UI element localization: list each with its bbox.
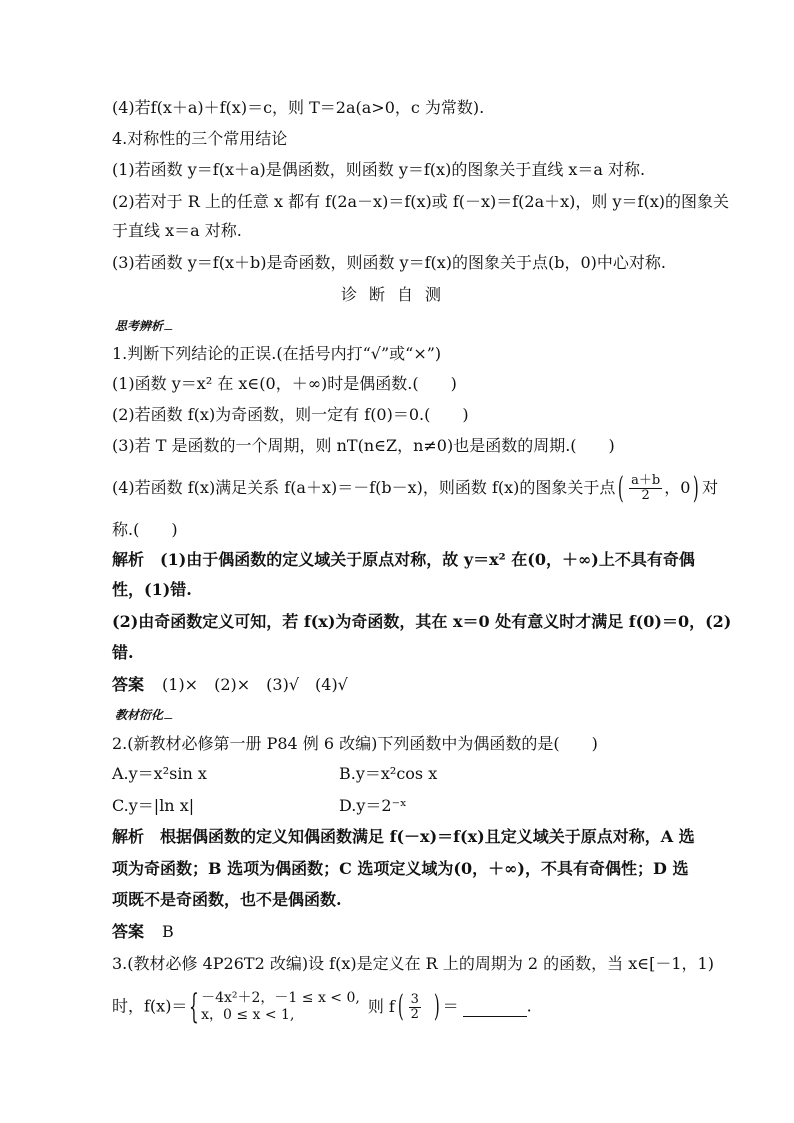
case-2: x，0 ≤ x < 1, bbox=[201, 1007, 295, 1023]
question-1-item-2: (2)若函数 f(x)为奇函数，则一定有 f(0)＝0.( ) bbox=[112, 405, 469, 424]
section-tag-textbook: 教材衍化 bbox=[115, 707, 175, 723]
item-4-tail: 对 bbox=[702, 478, 719, 497]
option-a: A.y＝x²sin x bbox=[112, 764, 207, 783]
option-b: B.y＝x²cos x bbox=[339, 764, 438, 783]
answer-1 bbox=[112, 674, 348, 696]
text-line: 4.对称性的三个常用结论 bbox=[112, 129, 288, 148]
text-line: (2)若对于 R 上的任意 x 都有 f(2a－x)＝f(x)或 f(－x)＝f(2a＋x)，则 y＝f(x)的图象关 bbox=[112, 192, 729, 211]
text-line: (3)若函数 y＝f(x＋b)是奇函数，则函数 y＝f(x)的图象关于点(b，0)中心对称. bbox=[112, 253, 667, 272]
right-paren: ) bbox=[693, 470, 700, 506]
analysis-line: 项既不是奇函数，也不是偶函数. bbox=[112, 890, 342, 909]
question-1-item-3: (3)若 T 是函数的一个周期，则 nT(n∈Z，n≠0)也是函数的周期.( ) bbox=[112, 436, 615, 455]
item-4-text: (4)若函数 f(x)满足关系 f(a＋x)＝－f(b－x)，则函数 f(x)的图象关于点 bbox=[112, 478, 616, 497]
fraction-numerator: a＋b bbox=[631, 473, 661, 488]
analysis-line: 错. bbox=[112, 643, 134, 662]
left-brace: { bbox=[189, 987, 200, 1027]
equals-sign: ＝ bbox=[442, 996, 459, 1016]
text-line: (1)若函数 y＝f(x＋a)是偶函数，则函数 y＝f(x)的图象关于直线 x＝a 对称. bbox=[112, 160, 646, 179]
analysis-line: 解析 根据偶函数的定义知偶函数满足 f(－x)＝f(x)且定义域关于原点对称，A 选 bbox=[112, 827, 695, 846]
section-tag-thinking: 思考辨析 bbox=[115, 318, 175, 334]
question-3-piecewise: 时，f(x)＝{ －4x²＋2，－1 ≤ x < 0, x，0 ≤ x < 1, 则 f( $\frac{3}{2}$ ) ＝ . bbox=[112, 987, 532, 1027]
fraction-denominator: 2 bbox=[641, 488, 650, 503]
right-paren: ) bbox=[433, 989, 440, 1024]
question-1-item-1: (1)函数 y＝x² 在 x∈(0，＋∞)时是偶函数.( ) bbox=[112, 374, 457, 393]
answer-label: 答案 bbox=[112, 922, 145, 941]
fraction bbox=[629, 474, 662, 503]
analysis-line: (2)由奇函数定义可知，若 f(x)为奇函数，其在 x＝0 处有意义时才满足 f(0)＝0，(2) bbox=[112, 612, 732, 631]
option-c: C.y＝|ln x| bbox=[112, 796, 195, 815]
fraction bbox=[409, 993, 421, 1022]
analysis-line: 项为奇函数；B 选项为偶函数；C 选项定义域为(0，＋∞)，不具有奇偶性；D 选 bbox=[112, 859, 689, 878]
text-line: (4)若f(x＋a)＋f(x)＝c，则 T＝2a(a>0，c 为常数). bbox=[112, 98, 485, 117]
answer-value: (1)× (2)× (3)√ (4)√ bbox=[162, 675, 348, 694]
answer-2 bbox=[112, 921, 174, 943]
case-1: －4x²＋2，－1 ≤ x < 0, bbox=[201, 990, 360, 1006]
analysis-line: 解析 (1)由于偶函数的定义域关于原点对称，故 y＝x² 在(0，＋∞)上不具有奇偶 bbox=[112, 550, 695, 569]
question-3-stem: 3.(教材必修 4P26T2 改编)设 f(x)是定义在 R 上的周期为 2 的函数，当 x∈[－1，1) bbox=[112, 954, 714, 973]
text-line: 于直线 x＝a 对称. bbox=[112, 221, 242, 240]
question-1-item-4 bbox=[112, 470, 719, 506]
left-paren: ( bbox=[397, 989, 404, 1024]
piecewise-cases bbox=[201, 990, 360, 1024]
then-text: 则 f bbox=[367, 996, 395, 1016]
section-title: 诊断自测 bbox=[340, 285, 453, 304]
fraction-denominator: 2 bbox=[410, 1006, 419, 1022]
fraction-numerator: 3 bbox=[410, 991, 419, 1007]
option-d: D.y＝2⁻ˣ bbox=[339, 796, 407, 815]
analysis-line: 性，(1)错. bbox=[112, 580, 192, 599]
left-paren: ( bbox=[618, 470, 625, 506]
piecewise-prefix: 时，f(x)＝ bbox=[112, 996, 188, 1016]
answer-value: B bbox=[162, 922, 174, 941]
question-2-stem: 2.(新教材必修第一册 P84 例 6 改编)下列函数中为偶函数的是( ) bbox=[112, 734, 598, 753]
question-1-stem: 1.判断下列结论的正误.(在括号内打“√”或“×”) bbox=[112, 344, 442, 363]
answer-blank[interactable] bbox=[463, 998, 527, 1017]
question-1-item-4-end: 称.( ) bbox=[112, 520, 178, 539]
answer-label: 答案 bbox=[112, 675, 145, 694]
item-4-point-y: ，0 bbox=[664, 478, 691, 497]
